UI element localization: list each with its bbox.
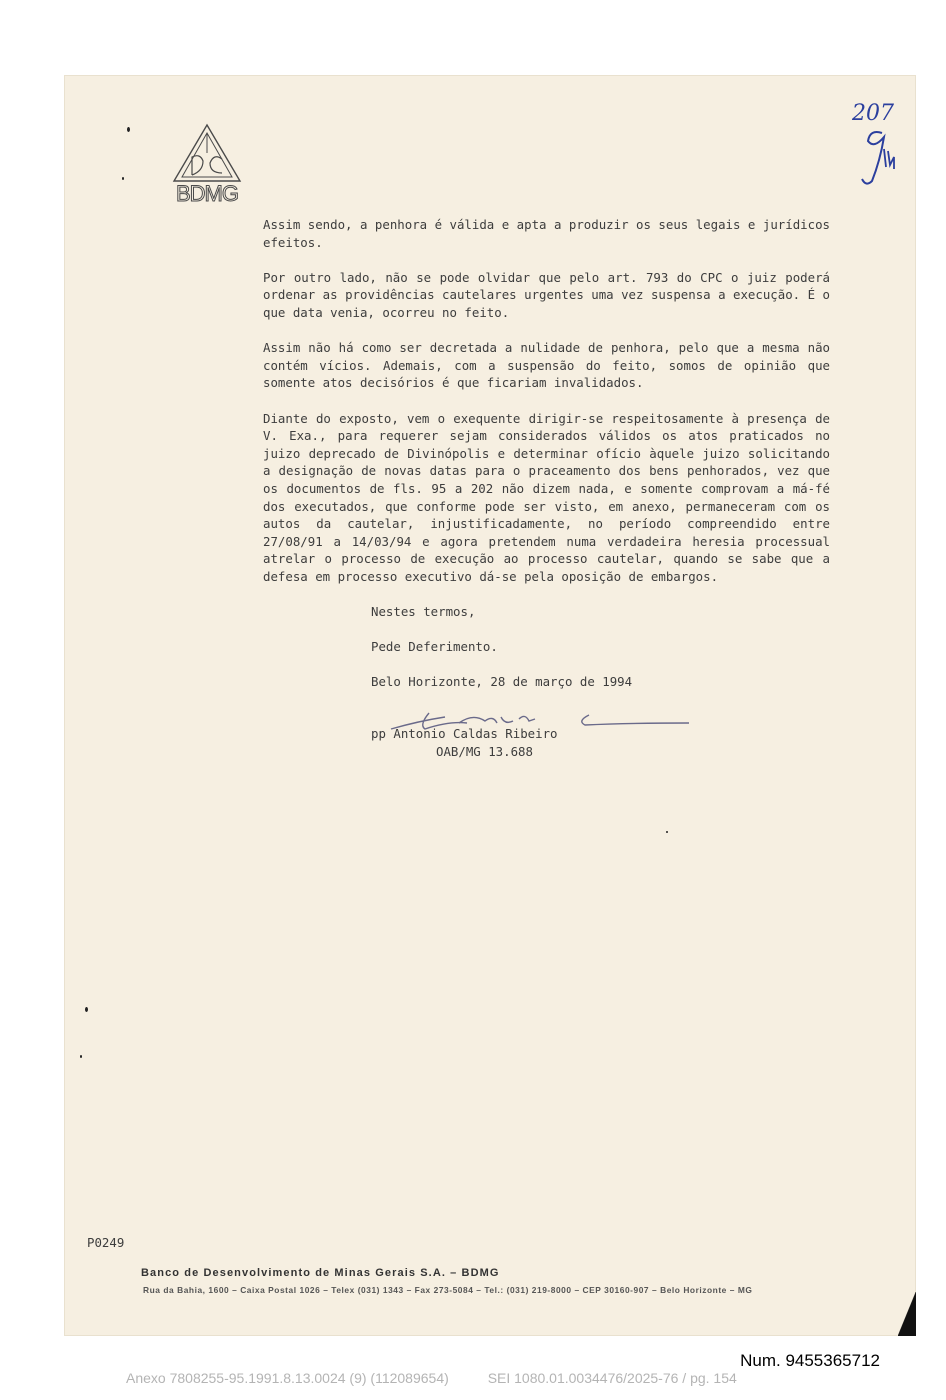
- speck-mark: [122, 177, 124, 180]
- footer-bank-name: Banco de Desenvolvimento de Minas Gerais S.A. – BDMG: [141, 1267, 500, 1279]
- bdmg-logo: [170, 123, 244, 209]
- letter-page: [64, 75, 916, 1336]
- signatory-name: pp Antonio Caldas Ribeiro: [371, 726, 558, 741]
- bdmg-logo-mark: [170, 123, 244, 183]
- place-date: Belo Horizonte, 28 de março de 1994: [371, 674, 633, 690]
- handwritten-page-number: 207: [852, 101, 894, 126]
- closing-request: Pede Deferimento.: [371, 639, 498, 655]
- document-number: Num. 9455365712: [740, 1351, 880, 1370]
- form-code: P0249: [87, 1235, 125, 1250]
- speck-mark: [80, 1055, 82, 1058]
- letter-body: [263, 216, 830, 603]
- page-corner-shadow: [898, 1292, 916, 1336]
- annex-reference: Anexo 7808255-95.1991.8.13.0024 (9) (112089654): [126, 1370, 449, 1386]
- paragraph: Diante do exposto, vem o exequente dirigir-se respeitosamente à presença de V. Exa., para requerer sejam considerados válidos os atos praticados no juizo deprecado de Divinópolis e determinar ofício àquele juizo solicitando a designação de novas datas para o praceamento dos bens penhorados, vez que os documentos de fls. 95 a 202 não dizem nada, e somente comprovam a má-fé dos executados, que conforme pode ser visto, em anexo, permaneceram com os autos da cautelar, injustificadamente, no período compreendido entre 27/08/91 a 14/03/94 e agora pretendem numa verdadeira heresia processual atrelar o processo de execução ao processo cautelar, quando se sabe que a defesa em processo executivo dá-se pela oposição de embargos.: [263, 410, 830, 584]
- closing-terms: Nestes termos,: [371, 604, 476, 619]
- footer-address: Rua da Bahia, 1600 – Caixa Postal 1026 – Telex (031) 1343 – Fax 273-5084 – Tel.: (031) 219-8000 – CEP 30160-907 – Belo Horizonte – MG: [143, 1285, 753, 1295]
- speck-mark: [666, 831, 668, 833]
- paragraph: Assim sendo, a penhora é válida e apta a produzir os seus legais e jurídicos efeitos.: [263, 217, 830, 250]
- speck-mark: [127, 127, 130, 132]
- letter-closing: [371, 603, 632, 709]
- logo-text: BDMG: [176, 181, 238, 206]
- speck-mark: [85, 1007, 88, 1012]
- sei-reference: SEI 1080.01.0034476/2025-76 / pg. 154: [487, 1370, 737, 1386]
- paragraph: Assim não há como ser decretada a nulidade de penhora, pelo que a mesma não contém vícios. Ademais, com a suspensão do feito, somos de opinião que somente atos decisórios é que ficariam invalidados.: [263, 340, 830, 391]
- handwritten-initials: [852, 127, 898, 189]
- annex-stamp: [126, 1370, 737, 1386]
- signatory-oab: OAB/MG 13.688: [436, 744, 533, 759]
- paragraph: Por outro lado, não se pode olvidar que pelo art. 793 do CPC o juiz poderá ordenar as providências cautelares urgentes uma vez suspensa a execução. É o que data venia, ocorreu no feito.: [263, 269, 830, 320]
